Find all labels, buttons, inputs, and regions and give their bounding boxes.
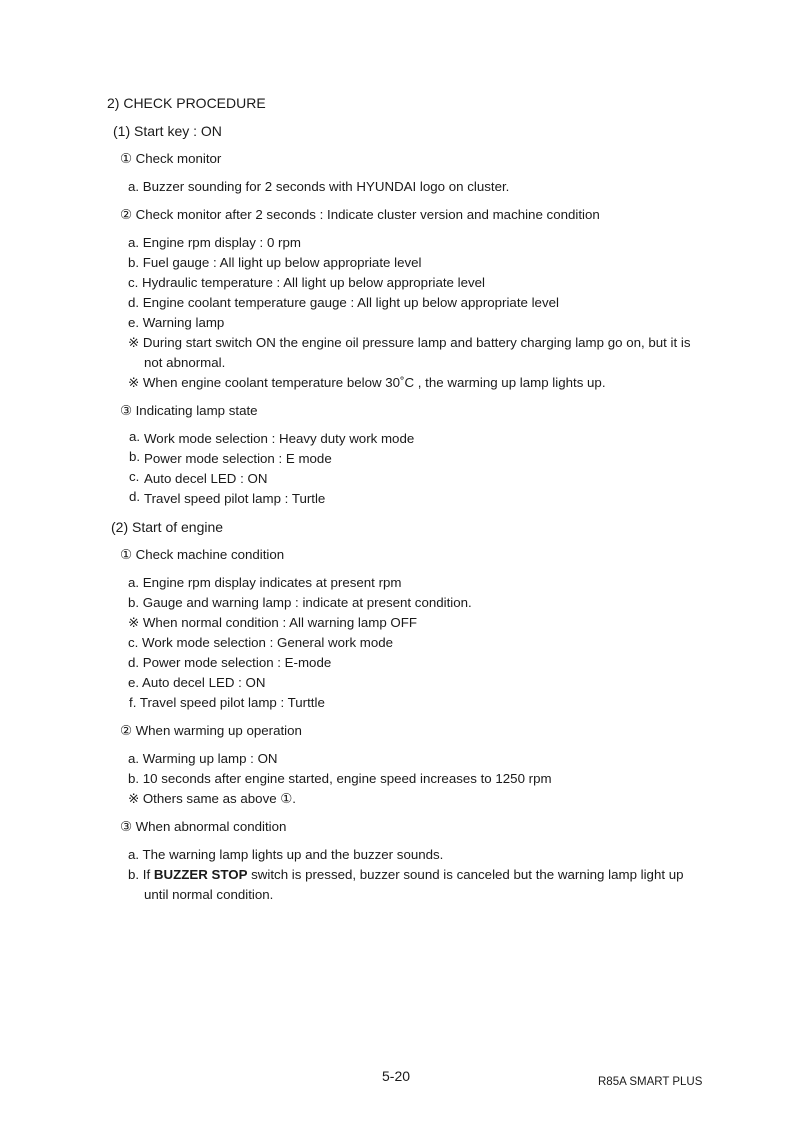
part1-s3-c-mark: c. bbox=[129, 469, 140, 484]
part1-s2-e: e. Warning lamp bbox=[128, 315, 225, 330]
part2-s2-a: a. Warming up lamp : ON bbox=[128, 751, 278, 766]
part2-s3-b-cont: until normal condition. bbox=[144, 887, 274, 902]
part2-s1-d: d. Power mode selection : E-mode bbox=[128, 655, 332, 670]
part1-s2-title: ② Check monitor after 2 seconds : Indicate cluster version and machine condition bbox=[120, 207, 600, 222]
buzzer-stop-label: BUZZER STOP bbox=[153, 867, 248, 882]
part1-s2-a: a. Engine rpm display : 0 rpm bbox=[128, 235, 301, 250]
part1-s3-d-mark: d. bbox=[129, 489, 141, 504]
part2-s2-note: ※ Others same as above ①. bbox=[128, 791, 296, 806]
section-title: 2) CHECK PROCEDURE bbox=[107, 95, 266, 111]
part1-s3-title: ③ Indicating lamp state bbox=[120, 403, 258, 418]
part2-s1-b: b. Gauge and warning lamp : indicate at present condition. bbox=[128, 595, 472, 610]
part1-s3-d: Travel speed pilot lamp : Turtle bbox=[144, 491, 326, 506]
model-name: R85A SMART PLUS bbox=[598, 1076, 703, 1088]
part1-s2-b: b. Fuel gauge : All light up below appropriate level bbox=[128, 255, 422, 270]
part2-s1-c: c. Work mode selection : General work mode bbox=[128, 635, 394, 650]
part2-s1-a: a. Engine rpm display indicates at present rpm bbox=[128, 575, 402, 590]
part1-s1-a: a. Buzzer sounding for 2 seconds with HYUNDAI logo on cluster. bbox=[128, 179, 510, 194]
part1-s3-a: Work mode selection : Heavy duty work mode bbox=[144, 431, 415, 446]
part1-s1-title: ① Check monitor bbox=[120, 151, 222, 166]
part1-s2-d: d. Engine coolant temperature gauge : All light up below appropriate level bbox=[128, 295, 559, 310]
part1-s3-b-mark: b. bbox=[129, 449, 141, 464]
part2-s3-b-post: switch is pressed, buzzer sound is canceled but the warning lamp light up bbox=[247, 867, 684, 882]
part1-s3-c: Auto decel LED : ON bbox=[144, 471, 268, 486]
part1-s2-note1-cont: not abnormal. bbox=[144, 355, 226, 370]
page-number: 5-20 bbox=[382, 1068, 411, 1084]
part1-s3-a-mark: a. bbox=[129, 429, 141, 444]
part2-s3-b bbox=[128, 865, 684, 885]
part2-s3-a: a. The warning lamp lights up and the buzzer sounds. bbox=[128, 847, 444, 862]
part2-s1-note: ※ When normal condition : All warning lamp OFF bbox=[128, 615, 418, 630]
part2-s2-title: ② When warming up operation bbox=[120, 723, 302, 738]
part1-s3-b: Power mode selection : E mode bbox=[144, 451, 332, 466]
part2-s1-title: ① Check machine condition bbox=[120, 547, 285, 562]
part2-s1-e: e. Auto decel LED : ON bbox=[128, 675, 266, 690]
part2-title: (2) Start of engine bbox=[111, 519, 224, 535]
part2-s3-b-pre: b. If bbox=[128, 867, 154, 882]
part1-s2-note2: ※ When engine coolant temperature below 30˚C , the warming up lamp lights up. bbox=[128, 375, 606, 390]
part1-title: (1) Start key : ON bbox=[113, 123, 222, 139]
part2-s1-f: f. Travel speed pilot lamp : Turttle bbox=[129, 695, 325, 710]
part2-s3-title: ③ When abnormal condition bbox=[120, 819, 287, 834]
part1-s2-c: c. Hydraulic temperature : All light up below appropriate level bbox=[128, 275, 485, 290]
part1-s2-note1: ※ During start switch ON the engine oil pressure lamp and battery charging lamp go on, but it is bbox=[128, 335, 691, 350]
part2-s2-b: b. 10 seconds after engine started, engine speed increases to 1250 rpm bbox=[128, 771, 552, 786]
